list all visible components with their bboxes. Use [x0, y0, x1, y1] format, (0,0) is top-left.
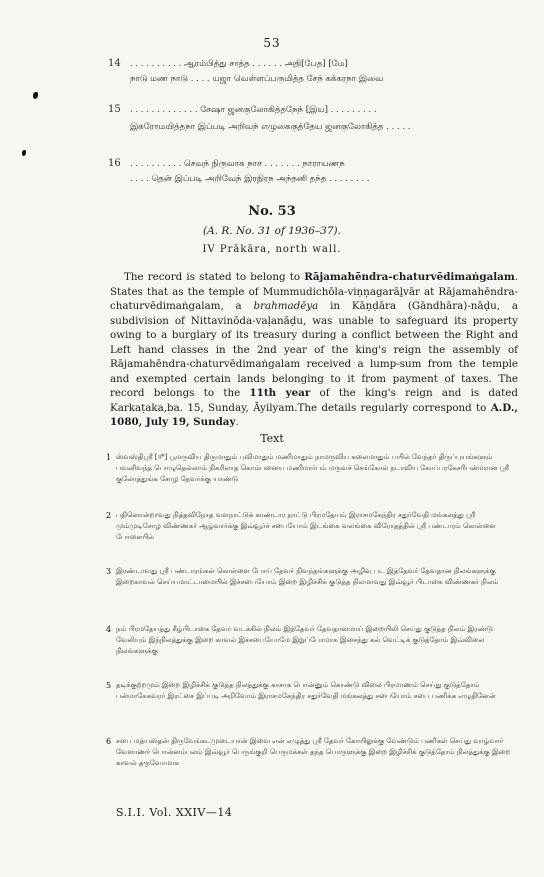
inscription-text: . . . . . . . . . . ஆரம்பித்து சாத்த . . . . . . அதி[பேத] [மே]: [130, 59, 348, 69]
inscription-text: . . . . . . . . . . . . . சேஷா ஜனகுலோகித்தநேந் [இய] . . . . . . . . .: [130, 105, 377, 115]
paragraph-number: 4: [106, 625, 112, 634]
desc-bold: 11th year: [249, 387, 311, 399]
paragraph-text: இரண்டாவது ஸ்ரீ பண்டாரங்கள் கொள்ளை போய் தேவர் நிவந்தங்களுக்கு அழிவு பட இத்தேவர் தேவதான நிலங்களுக்கு இறைகாவல் செய்யமாட்டாமையில் இச்சபையோம் இறை இழிச்சிக் குடுத்த நிலமாவது இவ்வூர் பிடாகை விண்ணகர் நிலம்: [116, 567, 499, 586]
text-paragraph-5: [106, 680, 511, 702]
desc-bold: Rājamahēndra-chaturvēdimaṅgalam: [304, 271, 515, 283]
record-location: IV Prākāra, north wall.: [202, 244, 342, 255]
inscription-line-14: [108, 58, 348, 70]
line-number: 15: [108, 104, 121, 115]
desc-text: in Kāṇḍāra (Gāndhāra)-nāḍu, a subdivision of Nittavinōda-vaḷanāḍu, was unable to safeguard its property owing to a burglary of its treasury during a conflict between the Right and Left hand classes in the 2nd year of the king's reign the assembly of Rājamahēndra-chaturvēdimaṅgalam received a lump-sum from the temple and exempted certain lands belonging to it from payment of taxes. The record belongs to the: [110, 300, 518, 399]
record-title: No. 53: [248, 204, 296, 219]
text-paragraph-6: [106, 736, 511, 769]
paragraph-number: 1: [106, 453, 112, 462]
paragraph-text: ஸ்வஸ்திஸ்ரீ [॥*] பூமருவிய திருமாதும் புவிமாதும் மணிமாதும் நாமருவிய கலைமாதும் பயில் வேந்தர் திருப்புயங்களும் பவனிவந்த பொழுதெல்லாம் நிகரிலாத கொம்பனைய மணிமார்பம் மருவச் செங்கோல் நடாவிய கோப்பரகேசரிபன்மரான ஸ்ரீ குலோத்துங்க சோழ தேவர்க்கு யாண்டு: [116, 453, 509, 483]
inscription-text: . . . . . . . . . . செவந் நிருவாக நாச . . . . . . . நாராயணந: [130, 159, 345, 169]
text-heading: Text: [260, 432, 284, 445]
inscription-line-15: [108, 104, 377, 116]
inscription-line-14-cont: நாடு மண நாடு . . . . யஜா வெள்ளப்பருமித்த சேந் கக்கரநா இவை: [130, 74, 384, 84]
paragraph-number: 5: [106, 681, 112, 690]
ink-speck: [33, 92, 38, 99]
paragraph-text: நம் பிரமதேயத்து கீழ்பிடாகை தேவர் வடக்கில் நிலம் இத்தேவர் தேவதானமாய் இறையிலி செய்து குடுத்த நிலம் இரண்டு வேலியும் இந்நிலத்துக்கு இறை காவல் இச்சபையோமே இறுப்போமாக இசைந்து கல் வெட்டிக் குடுத்தோம் இவ்விலை நிலங்களுக்கு: [116, 625, 493, 655]
record-reference: (A. R. No. 31 of 1936–37).: [203, 225, 341, 237]
volume-footer: S.I.I. Vol. XXIV—14: [116, 806, 233, 819]
paragraph-number: 2: [106, 511, 112, 520]
desc-text: . States that as the temple of Mummudichōla-viṇṇagarāḻvār at Rājamahēndra-chaturvēdimaṅgalam, a: [110, 271, 518, 312]
desc-italic: brahmadēya: [253, 300, 319, 312]
inscription-line-15-cont: இகரோமயித்தநா இப்படி அறிவந் எழுகைகுத்தேய ஜனகுலோகித்த . . . . .: [130, 122, 411, 132]
text-paragraph-1: [106, 452, 511, 485]
text-paragraph-2: [106, 510, 511, 543]
page-number: 53: [263, 36, 281, 50]
desc-text: of the king's reign and is dated Karkaṭaka,ba. 15, Sunday, Āyilyam.The details regularly correspond to: [110, 387, 518, 414]
desc-bold: A.D., 1080, July 19, Sunday: [110, 401, 518, 428]
desc-text: .: [235, 416, 239, 428]
inscription-line-16: [108, 158, 345, 170]
desc-text: The record is stated to belong to: [124, 271, 305, 283]
inscription-line-16-cont: . . . . தென் இப்படி அறிவேந் இரநிரந அந்தனி தந்த . . . . . . . .: [130, 174, 370, 184]
text-paragraph-4: [106, 624, 511, 657]
text-paragraph-3: [106, 566, 511, 588]
line-number: 14: [108, 58, 121, 69]
ink-speck: [22, 150, 26, 156]
paragraph-text: தடிக்குற்றமும் இறை இழிச்சிக் குடுத்த நிலத்துக்கு காசாக பொன்னும் கொண்டு விலை பிரமாணம் செய்து குடுத்தோம் பன்மாகேசுவரர் இரட்சை இப்படி அறிவோம் இராசமகேந்திர சதுர்வேதி மங்கலத்து சபையோம் சபை பணிக்க எழுதினேன்: [116, 681, 496, 700]
line-number: 16: [108, 158, 121, 169]
paragraph-text: சபை மத்யஸ்தன் திருவேங்கடமுடையான் இவை என் எழுத்து ஸ்ரீ தேவர் கோயிலுக்கு வேண்டும் பணிகள் செய்து வாழ்வார் வேளாணர் பொன்னம்பலம் இவ்வூர் பெருங்குறி பெருமக்கள் தந்த பொருளுக்கு இறை இழிச்சிக் குடுத்தோம் நிலத்துக்கு இறை காவல் தருவோமாக: [116, 737, 511, 767]
paragraph-number: 3: [106, 567, 112, 576]
paragraph-text: பதினொன்றாவது நித்தவிநோத வளநாட்டுக் காண்டார நாட்டு பிரமதேயம் இராசமகேந்திர சதுர்வேதி மங்கலத்து ஸ்ரீ மும்முடிசோழ விண்ணகர் ஆழ்வார்க்கு இவ்வூர்ச் சபையோம் இடங்கை வலங்கை விரோதத்தில் ஸ்ரீ பண்டாரம் கொள்ளை போகையில்: [116, 511, 496, 541]
record-description: [110, 270, 518, 430]
paragraph-number: 6: [106, 737, 112, 746]
